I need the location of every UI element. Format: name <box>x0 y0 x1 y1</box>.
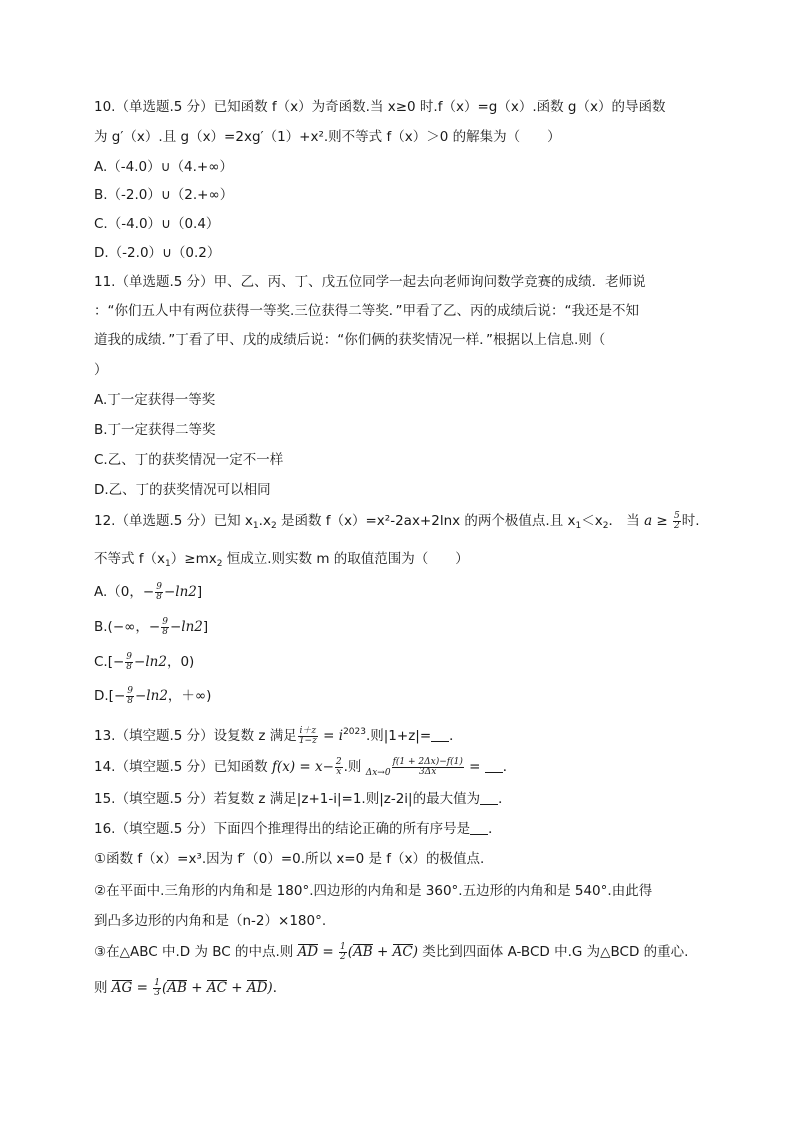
q16-item-2-line2: 到凸多边形的内角和是（n-2）×180°. <box>94 913 327 929</box>
q10-option-c: C.（-4.0）∪（0.4） <box>94 216 220 232</box>
q11-stem-line4: ） <box>94 362 108 378</box>
answer-blank[interactable] <box>470 821 488 835</box>
q12-option-a: A.（0，− $\frac{9}{8}$ −ln2] <box>94 581 203 602</box>
q16-stem: 16.（填空题.5 分）下面四个推理得出的结论正确的所有序号是 ． <box>94 821 502 837</box>
q11-option-c: C.乙、丁的获奖情况一定不一样 <box>94 452 284 468</box>
q12-option-d: D.[− $\frac{9}{8}$ −ln2，＋∞) <box>94 685 212 706</box>
q12-option-b: B.(−∞，− $\frac{9}{8}$ −ln2] <box>94 616 209 637</box>
q16-item-3-line2: 则 AG = $\frac{1}{3}$ (AB + AC + AD)． <box>94 977 287 998</box>
q11-stem-line1: 11.（单选题.5 分）甲、乙、丙、丁、戊五位同学一起去向老师询问数学竞赛的成绩．老师说 <box>94 274 646 290</box>
q11-option-d: D.乙、丁的获奖情况可以相同 <box>94 482 271 498</box>
q11-stem-line3: 道我的成绩．”丁看了甲、戊的成绩后说：“你们俩的获奖情况一样．”根据以上信息.则（ <box>94 332 606 348</box>
answer-blank[interactable] <box>431 728 449 742</box>
q10-option-a: A.（-4.0）∪（4.+∞） <box>94 159 233 175</box>
q16-item-1: ①函数 f（x）=x³.因为 f′（0）=0.所以 x=0 是 f（x）的极值点. <box>94 851 485 867</box>
q12-option-c: C.[− $\frac{9}{8}$ −ln2，0) <box>94 651 195 672</box>
fraction-five-halves: $\frac{5}{2}$ <box>674 510 680 531</box>
limit-fraction: $\frac{f(1 + 2\Delta x)-f(1)}{3\Delta x}$ <box>392 756 463 777</box>
q11-option-a: A.丁一定获得一等奖 <box>94 392 216 408</box>
q11-option-b: B.丁一定获得二等奖 <box>94 422 216 438</box>
q10-option-b: B.（-2.0）∪（2.+∞） <box>94 187 234 203</box>
q15-stem: 15.（填空题.5 分）若复数 z 满足|z+1-i|=1.则|z-2i|的最大值为 ． <box>94 791 512 807</box>
q10-stem-line1: 10.（单选题.5 分）已知函数 f（x）为奇函数.当 x≥0 时.f（x）=g（x）.函数 g（x）的导函数 <box>94 99 666 115</box>
q14-stem: 14.（填空题.5 分）已知函数 f(x) = x− $\frac{2}{x}$ .则 $_{\Delta x\to 0}$ $\frac{f(1 + 2\Delta x)-f(1)}{3\Delta x}$ = ． <box>94 756 517 778</box>
q16-item-3-line1: ③在△ABC 中.D 为 BC 的中点.则 AD = $\frac{1}{2}$ (AB + AC) 类比到四面体 A-BCD 中.G 为△BCD 的重心. <box>94 941 689 962</box>
answer-blank[interactable] <box>480 791 498 805</box>
fraction-i-plus-z: $\frac{i+z}{1-z}$ <box>298 725 317 746</box>
q11-stem-line2: ：“你们五人中有两位获得一等奖.三位获得二等奖．”甲看了乙、丙的成绩后说：“我还是不知 <box>94 303 640 319</box>
q12-stem-line1: 12.（单选题.5 分）已知 $x_1.x_2$ 是函数 f（x）=x²-2ax+2lnx 的两个极值点.且 $x_1<x_2$． 当 a ≥ $\frac{5}{2}$ 时. <box>94 510 700 531</box>
q10-option-d: D.（-2.0）∪（0.2） <box>94 245 221 261</box>
q13-stem: 13.（填空题.5 分）设复数 z 满足 $\frac{i+z}{1-z}$ = $i^{2023}$.则|1+z|= ． <box>94 725 463 746</box>
q10-stem-line2: 为 g′（x）.且 g（x）=2xg′（1）+x².则不等式 f（x）＞0 的解集为（ ） <box>94 129 561 145</box>
q12-stem-line2: 不等式 $f(x_1)\ge mx_2$ 恒成立.则实数 m 的取值范围为（ ） <box>94 551 469 569</box>
q16-item-2-line1: ②在平面中.三角形的内角和是 180°.四边形的内角和是 360°.五边形的内角和是 540°.由此得 <box>94 883 653 899</box>
answer-blank[interactable] <box>485 759 503 773</box>
